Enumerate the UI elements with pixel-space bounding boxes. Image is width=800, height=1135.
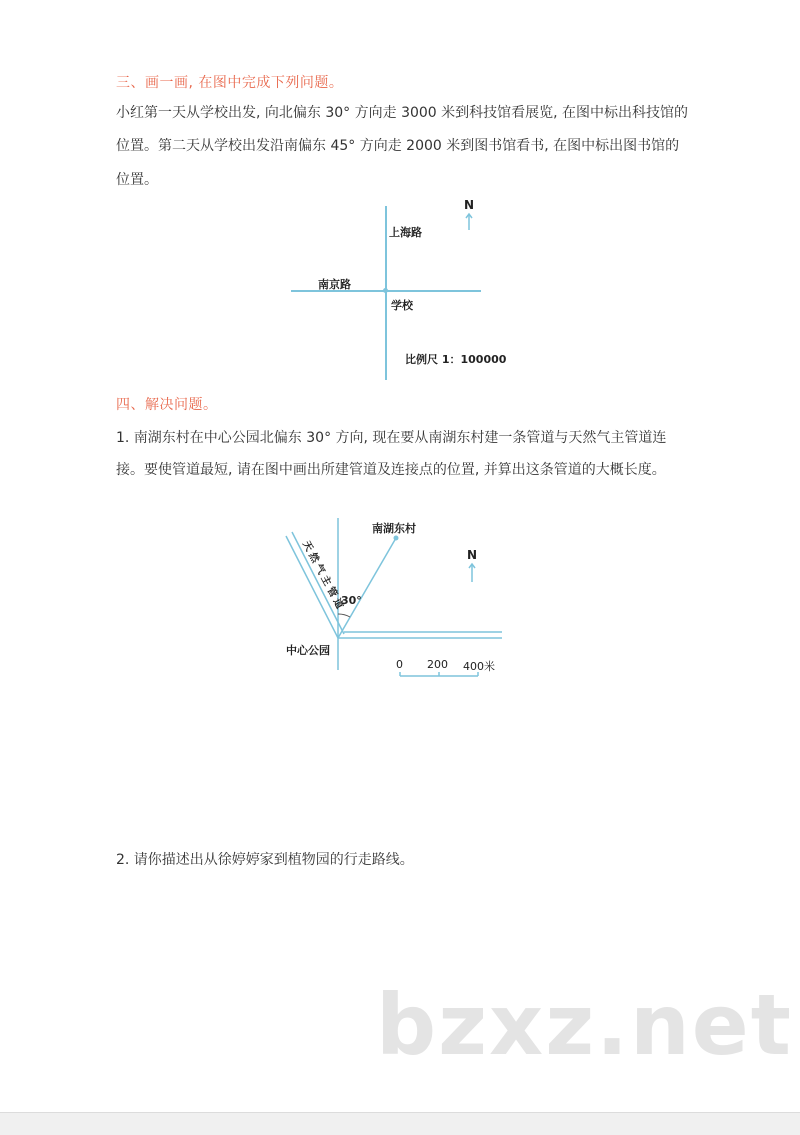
north-label-2: N	[467, 548, 478, 562]
viewer-footer-bar	[0, 1112, 800, 1135]
north-arrow-icon	[462, 212, 476, 232]
scale-200-label: 200	[427, 658, 448, 671]
shanghai-road-line	[385, 206, 387, 380]
north-label: N	[464, 198, 475, 212]
section-3-text-line-1: 小红第一天从学校出发, 向北偏东 30° 方向走 3000 米到科技馆看展览, 在图中标出科技馆的	[116, 105, 689, 121]
north-arrow-icon-2	[465, 562, 479, 584]
angle-label: 30°	[341, 594, 362, 607]
village-label: 南湖东村	[372, 522, 416, 535]
section-3-heading: 三、画一画, 在图中完成下列问题。	[116, 75, 344, 91]
watermark: bzxz.net	[376, 976, 793, 1074]
question-1-line-1: 1. 南湖东村在中心公园北偏东 30° 方向, 现在要从南湖东村建一条管道与天然气主管道连	[116, 430, 667, 446]
nanjing-road-label: 南京路	[318, 278, 351, 291]
section-3-text-line-2: 位置。第二天从学校出发沿南偏东 45° 方向走 2000 米到图书馆看书, 在图中标出图书馆的	[116, 138, 680, 154]
pipeline-label: 天然气主管道	[300, 539, 347, 614]
scale-0-label: 0	[396, 658, 403, 671]
question-2: 2. 请你描述出从徐婷婷家到植物园的行走路线。	[116, 852, 414, 868]
section-3-text-line-3: 位置。	[116, 172, 158, 188]
park-label: 中心公园	[286, 644, 330, 657]
school-point	[383, 288, 388, 293]
school-label: 学校	[391, 299, 413, 312]
scale-400-label: 400米	[463, 660, 495, 673]
scale-label: 比例尺 1：100000	[405, 353, 507, 366]
shanghai-road-label: 上海路	[389, 226, 422, 239]
section-4-heading: 四、解决问题。	[116, 397, 218, 413]
question-1-line-2: 接。要使管道最短, 请在图中画出所建管道及连接点的位置, 并算出这条管道的大概长度。	[116, 462, 666, 478]
